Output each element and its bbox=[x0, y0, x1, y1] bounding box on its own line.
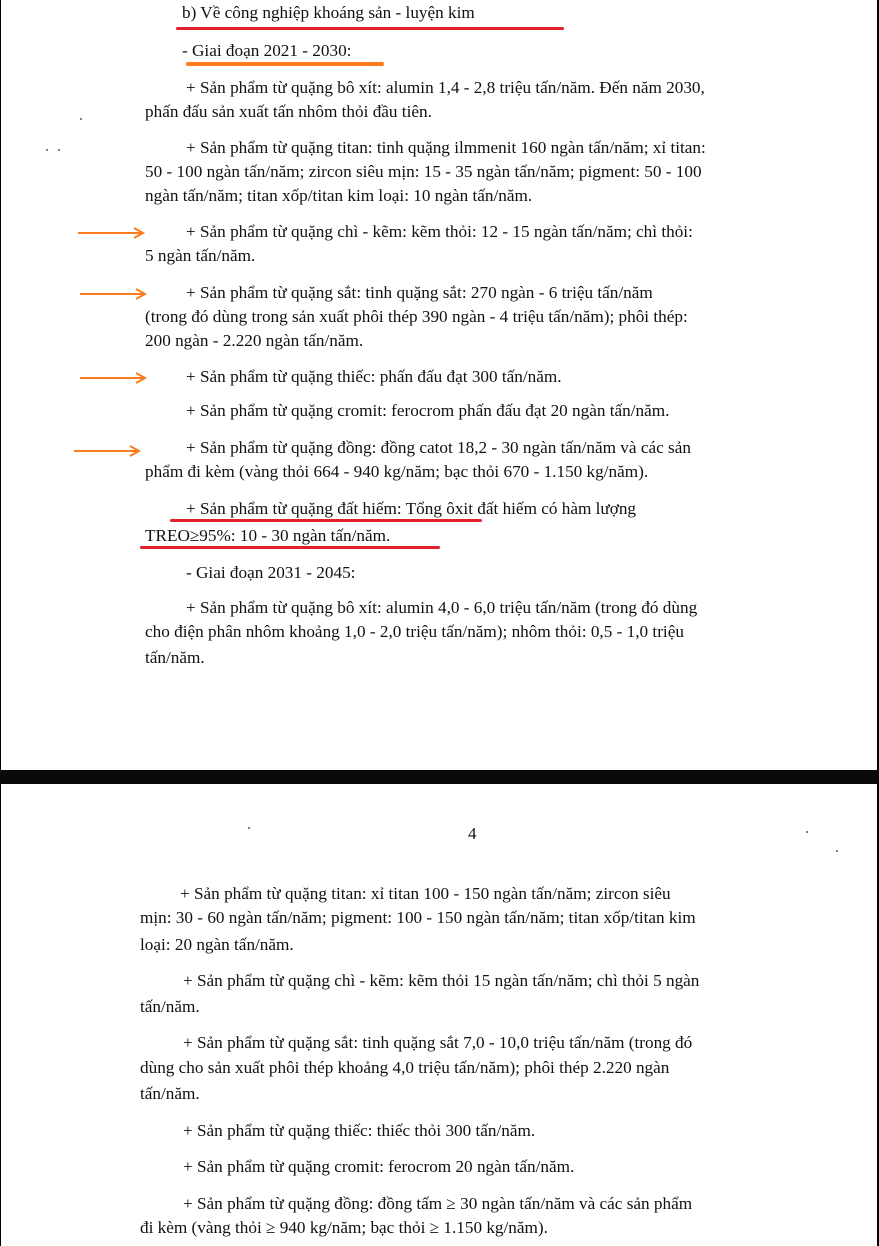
text-line: 200 ngàn - 2.220 ngàn tấn/năm. bbox=[145, 331, 364, 350]
text-line: đi kèm (vàng thỏi ≥ 940 kg/năm; bạc thỏi ≥ 1.150 kg/năm). bbox=[140, 1218, 548, 1237]
text-line: cho điện phân nhôm khoảng 1,0 - 2,0 triệu tấn/năm); nhôm thỏi: 0,5 - 1,0 triệu bbox=[145, 622, 684, 641]
text-line: tấn/năm. bbox=[140, 997, 200, 1016]
text-line: dùng cho sản xuất phôi thép khoảng 4,0 triệu tấn/năm); phôi thép 2.220 ngàn bbox=[140, 1058, 670, 1077]
page-number: 4 bbox=[468, 824, 477, 843]
text-line: + Sản phẩm từ quặng chì - kẽm: kẽm thỏi: 12 - 15 ngàn tấn/năm; chì thỏi: bbox=[186, 222, 693, 241]
text-line: tấn/năm. bbox=[145, 648, 205, 667]
orange-arrow-icon bbox=[78, 371, 150, 385]
text-line: phẩm đi kèm (vàng thỏi 664 - 940 kg/năm; bạc thỏi 670 - 1.150 kg/năm). bbox=[145, 462, 649, 481]
phase-2-title: - Giai đoạn 2031 - 2045: bbox=[186, 563, 356, 582]
text-line: + Sản phẩm từ quặng cromit: ferocrom 20 ngàn tấn/năm. bbox=[183, 1157, 575, 1176]
text-line: TREO≥95%: 10 - 30 ngàn tấn/năm. bbox=[145, 526, 391, 545]
text-line: + Sản phẩm từ quặng đồng: đồng catot 18,2 - 30 ngàn tấn/năm và các sản bbox=[186, 438, 691, 457]
text-line: + Sản phẩm từ quặng bô xít: alumin 1,4 - 2,8 triệu tấn/năm. Đến năm 2030, bbox=[186, 78, 705, 97]
text-line: + Sản phẩm từ quặng cromit: ferocrom phấn đấu đạt 20 ngàn tấn/năm. bbox=[186, 401, 670, 420]
text-line: mịn: 30 - 60 ngàn tấn/năm; pigment: 100 - 150 ngàn tấn/năm; titan xốp/titan kim bbox=[140, 908, 696, 927]
text-line: + Sản phẩm từ quặng titan: xỉ titan 100 - 150 ngàn tấn/năm; zircon siêu bbox=[180, 884, 671, 903]
text-line: + Sản phẩm từ quặng đất hiếm: Tổng ôxit đất hiếm có hàm lượng bbox=[186, 499, 637, 518]
text-line: ngàn tấn/năm; titan xốp/titan kim loại: 10 ngàn tấn/năm. bbox=[145, 186, 533, 205]
orange-arrow-icon bbox=[78, 287, 150, 301]
text-line: + Sản phẩm từ quặng chì - kẽm: kẽm thỏi 15 ngàn tấn/năm; chì thỏi 5 ngàn bbox=[183, 971, 700, 990]
text-line: loại: 20 ngàn tấn/năm. bbox=[140, 935, 294, 954]
text-line: + Sản phẩm từ quặng sắt: tinh quặng sắt 7,0 - 10,0 triệu tấn/năm (trong đó bbox=[183, 1033, 693, 1052]
text-line: (trong đó dùng trong sản xuất phôi thép 390 ngàn - 4 triệu tấn/năm); phôi thép: bbox=[145, 307, 688, 326]
scan-speck bbox=[80, 118, 82, 120]
text-line: tấn/năm. bbox=[140, 1084, 200, 1103]
text-line: 50 - 100 ngàn tấn/năm; zircon siêu mịn: 15 - 35 ngàn tấn/năm; pigment: 50 - 100 bbox=[145, 162, 702, 181]
text-line: phấn đấu sản xuất tấn nhôm thỏi đầu tiên. bbox=[145, 102, 432, 121]
document-page-2 bbox=[0, 784, 879, 1246]
scan-speck bbox=[46, 149, 48, 151]
section-heading: b) Về công nghiệp khoáng sản - luyện kim bbox=[182, 3, 475, 22]
text-line: 5 ngàn tấn/năm. bbox=[145, 246, 256, 265]
red-underline-heading bbox=[176, 27, 564, 30]
text-line: + Sản phẩm từ quặng sắt: tinh quặng sắt: 270 ngàn - 6 triệu tấn/năm bbox=[186, 283, 653, 302]
page-separator bbox=[0, 770, 879, 784]
text-line: + Sản phẩm từ quặng titan: tinh quặng ilmmenit 160 ngàn tấn/năm; xỉ titan: bbox=[186, 138, 706, 157]
red-underline-rare-earth bbox=[170, 519, 482, 522]
red-underline-treo bbox=[140, 546, 440, 549]
scan-speck bbox=[58, 149, 60, 151]
orange-arrow-icon bbox=[72, 444, 144, 458]
text-line: + Sản phẩm từ quặng thiếc: thiếc thỏi 300 tấn/năm. bbox=[183, 1121, 536, 1140]
text-line: + Sản phẩm từ quặng thiếc: phấn đấu đạt 300 tấn/năm. bbox=[186, 367, 562, 386]
scan-speck bbox=[806, 831, 808, 833]
orange-underline-phase bbox=[186, 62, 384, 66]
orange-arrow-icon bbox=[76, 226, 148, 240]
scan-speck bbox=[836, 850, 838, 852]
phase-1-title: - Giai đoạn 2021 - 2030: bbox=[182, 41, 352, 60]
text-line: + Sản phẩm từ quặng bô xít: alumin 4,0 - 6,0 triệu tấn/năm (trong đó dùng bbox=[186, 598, 698, 617]
scan-speck bbox=[248, 827, 250, 829]
text-line: + Sản phẩm từ quặng đồng: đồng tấm ≥ 30 ngàn tấn/năm và các sản phẩm bbox=[183, 1194, 693, 1213]
